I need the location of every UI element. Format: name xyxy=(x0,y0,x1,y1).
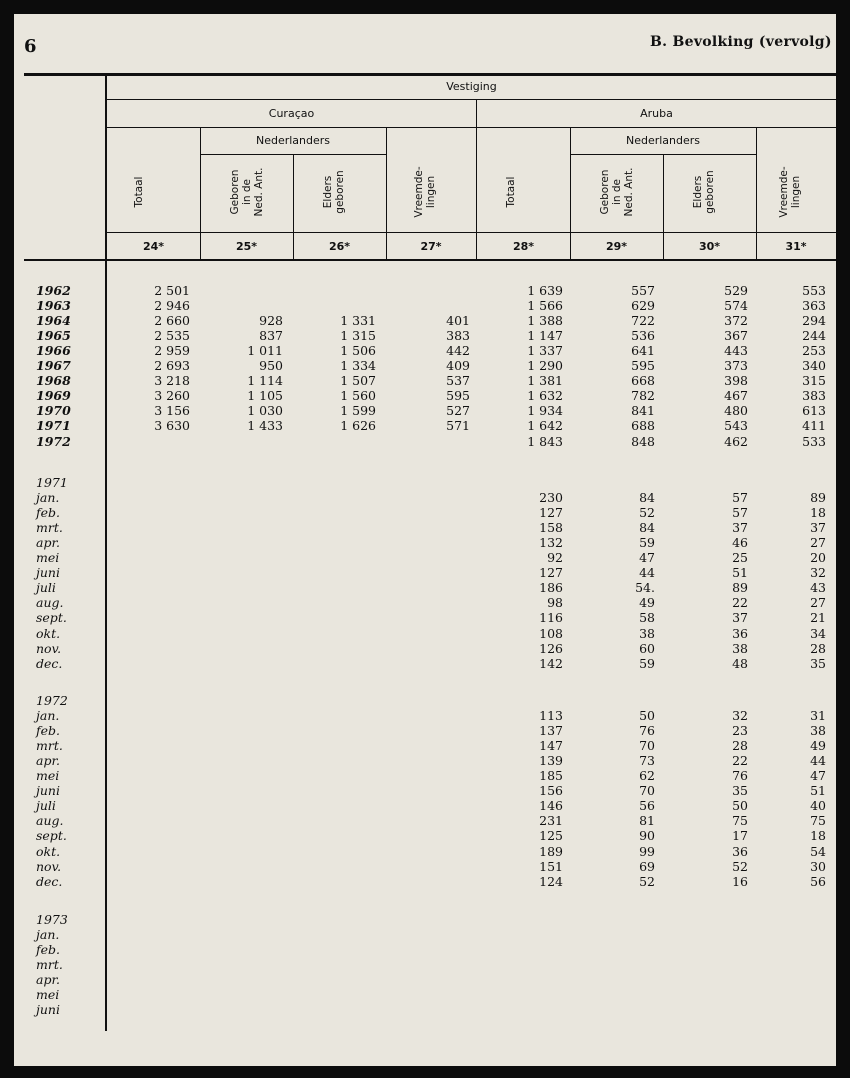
table-cell: 574 xyxy=(724,298,748,314)
table-cell: 36 xyxy=(732,625,748,641)
row-label: 1963 xyxy=(36,298,71,314)
table-cell: 950 xyxy=(259,358,283,374)
table-cell: 2 535 xyxy=(154,328,190,344)
table-cell: 641 xyxy=(631,343,655,359)
table-cell: 113 xyxy=(539,708,563,724)
vestiging-underline xyxy=(107,99,836,100)
table-cell: 47 xyxy=(639,550,655,566)
table-cell: 37 xyxy=(810,520,826,536)
table-cell: 536 xyxy=(631,328,655,344)
row-label: feb. xyxy=(36,723,60,739)
table-cell: 1 011 xyxy=(247,343,283,359)
col-geboren-aruba: Geboren in de Ned. Ant. xyxy=(599,167,635,217)
table-cell: 1 337 xyxy=(527,343,563,359)
table-cell: 125 xyxy=(539,828,563,844)
table-cell: 1 114 xyxy=(247,373,283,389)
row-label: mei xyxy=(36,550,60,566)
table-cell: 50 xyxy=(639,708,655,724)
table-cell: 108 xyxy=(539,625,563,641)
table-cell: 54. xyxy=(635,580,655,596)
table-cell: 18 xyxy=(810,828,826,844)
col-number: 30* xyxy=(698,240,721,253)
top-rule xyxy=(24,73,836,76)
table-cell: 22 xyxy=(732,595,748,611)
col-number: 25* xyxy=(235,240,258,253)
table-cell: 383 xyxy=(446,328,470,344)
col-number: 27* xyxy=(420,240,442,253)
table-cell: 60 xyxy=(639,640,655,656)
table-cell: 1 626 xyxy=(340,418,376,434)
row-label: 1972 xyxy=(36,693,68,708)
table-cell: 1 381 xyxy=(527,373,563,389)
table-cell: 480 xyxy=(724,403,748,419)
table-cell: 89 xyxy=(810,490,826,506)
table-cell: 1 105 xyxy=(247,388,283,404)
table-cell: 59 xyxy=(639,655,655,671)
table-cell: 147 xyxy=(539,738,563,754)
table-cell: 75 xyxy=(732,813,748,829)
table-cell: 116 xyxy=(539,610,563,626)
table-cell: 47 xyxy=(810,768,826,784)
table-cell: 23 xyxy=(732,723,748,739)
col-number: 24* xyxy=(142,240,165,253)
row-label: 1970 xyxy=(36,403,71,419)
table-cell: 38 xyxy=(639,625,655,641)
table-cell: 98 xyxy=(547,595,563,611)
table-cell: 30 xyxy=(810,858,826,874)
row-label: mrt. xyxy=(36,520,63,536)
table-cell: 70 xyxy=(639,783,655,799)
table-cell: 383 xyxy=(802,388,826,404)
col-number: 28* xyxy=(512,240,535,253)
table-cell: 92 xyxy=(547,550,563,566)
table-cell: 84 xyxy=(639,520,655,536)
col-geboren-curacao: Geboren in de Ned. Ant. xyxy=(229,167,265,217)
col-number: 31* xyxy=(785,240,807,253)
table-cell: 18 xyxy=(810,505,826,521)
table-cell: 25 xyxy=(732,550,748,566)
table-cell: 1 642 xyxy=(527,418,563,434)
table-cell: 84 xyxy=(639,490,655,506)
table-cell: 76 xyxy=(732,768,748,784)
row-label: feb. xyxy=(36,942,60,958)
table-cell: 2 660 xyxy=(154,313,190,329)
table-cell: 527 xyxy=(446,403,470,419)
table-cell: 1 843 xyxy=(527,433,563,449)
table-cell: 37 xyxy=(732,610,748,626)
table-cell: 529 xyxy=(724,283,748,298)
page-number: 6 xyxy=(24,36,37,57)
table-cell: 158 xyxy=(539,520,563,536)
row-label: juni xyxy=(36,565,60,581)
table-cell: 2 693 xyxy=(154,358,190,374)
table-cell: 462 xyxy=(724,433,748,449)
table-cell: 1 147 xyxy=(527,328,563,344)
row-label: 1972 xyxy=(36,433,71,449)
table-cell: 49 xyxy=(810,738,826,754)
table-cell: 70 xyxy=(639,738,655,754)
col-totaal-aruba: Totaal xyxy=(505,176,517,208)
table-cell: 69 xyxy=(639,858,655,874)
aruba-header: Aruba xyxy=(640,107,673,120)
col-number: 29* xyxy=(605,240,628,253)
table-cell: 782 xyxy=(631,388,655,404)
table-cell: 401 xyxy=(446,313,470,329)
stub-divider xyxy=(105,76,107,1031)
row-label: aug. xyxy=(36,813,64,829)
table-cell: 35 xyxy=(810,655,826,671)
nederlanders-header-curacao: Nederlanders xyxy=(255,134,331,147)
table-cell: 27 xyxy=(810,535,826,551)
table-cell: 54 xyxy=(810,843,826,859)
table-cell: 3 156 xyxy=(154,403,190,419)
table-cell: 837 xyxy=(259,328,283,344)
table-cell: 46 xyxy=(732,535,748,551)
table-cell: 1 934 xyxy=(527,403,563,419)
table-cell: 363 xyxy=(802,298,826,314)
row-label: 1968 xyxy=(36,373,71,389)
row-label: mei xyxy=(36,768,60,784)
table-cell: 127 xyxy=(539,565,563,581)
table-cell: 142 xyxy=(539,655,563,671)
header-bottom-rule xyxy=(24,259,836,261)
table-cell: 1 290 xyxy=(527,358,563,374)
table-cell: 58 xyxy=(639,610,655,626)
table-cell: 52 xyxy=(732,858,748,874)
row-label: mrt. xyxy=(36,738,63,754)
table-cell: 73 xyxy=(639,753,655,769)
row-label: apr. xyxy=(36,972,61,988)
table-cell: 57 xyxy=(732,490,748,506)
table-cell: 553 xyxy=(802,283,826,298)
table-cell: 533 xyxy=(802,433,826,449)
table-cell: 20 xyxy=(810,550,826,566)
col-number: 26* xyxy=(328,240,351,253)
table-cell: 156 xyxy=(539,783,563,799)
row-label: okt. xyxy=(36,843,61,859)
table-cell: 51 xyxy=(810,783,826,799)
row-label: juni xyxy=(36,1002,60,1018)
row-label: nov. xyxy=(36,640,62,656)
table-cell: 3 218 xyxy=(154,373,190,389)
curacao-header: Curaçao xyxy=(268,107,315,120)
table-cell: 52 xyxy=(639,873,655,889)
table-cell: 1 315 xyxy=(340,328,376,344)
row-label: 1964 xyxy=(36,313,71,329)
table-cell: 928 xyxy=(259,313,283,329)
table-cell: 443 xyxy=(724,343,748,359)
row-label: 1973 xyxy=(36,912,68,927)
table-cell: 17 xyxy=(732,828,748,844)
col-totaal-curacao: Totaal xyxy=(133,176,145,208)
table-cell: 16 xyxy=(732,873,748,889)
running-head: B. Bevolking (vervolg) xyxy=(650,34,832,50)
table-cell: 1 599 xyxy=(340,403,376,419)
table-cell: 21 xyxy=(810,610,826,626)
table-cell: 613 xyxy=(802,403,826,419)
table-cell: 127 xyxy=(539,505,563,521)
table-cell: 1 433 xyxy=(247,418,283,434)
row-label: nov. xyxy=(36,858,62,874)
table-cell: 2 959 xyxy=(154,343,190,359)
table-cell: 1 030 xyxy=(247,403,283,419)
table-cell: 595 xyxy=(446,388,470,404)
table-cell: 315 xyxy=(802,373,826,389)
row-label: feb. xyxy=(36,505,60,521)
table-cell: 37 xyxy=(732,520,748,536)
table-cell: 230 xyxy=(539,490,563,506)
row-label: okt. xyxy=(36,625,61,641)
table-cell: 595 xyxy=(631,358,655,374)
table-cell: 2 501 xyxy=(154,283,190,298)
curacao-aruba-divider xyxy=(476,100,477,260)
table-cell: 56 xyxy=(639,798,655,814)
table-cell: 43 xyxy=(810,580,826,596)
row-label: apr. xyxy=(36,753,61,769)
table-cell: 44 xyxy=(639,565,655,581)
table-cell: 1 334 xyxy=(340,358,376,374)
row-label: aug. xyxy=(36,595,64,611)
table-cell: 35 xyxy=(732,783,748,799)
table-cell: 52 xyxy=(639,505,655,521)
table-cell: 59 xyxy=(639,535,655,551)
table-cell: 38 xyxy=(732,640,748,656)
table-cell: 40 xyxy=(810,798,826,814)
table-cell: 50 xyxy=(732,798,748,814)
table-cell: 398 xyxy=(724,373,748,389)
table-cell: 537 xyxy=(446,373,470,389)
row-label: mei xyxy=(36,987,60,1003)
table-cell: 409 xyxy=(446,358,470,374)
row-label: mrt. xyxy=(36,957,63,973)
table-cell: 186 xyxy=(539,580,563,596)
table-cell: 340 xyxy=(802,358,826,374)
row-label: jan. xyxy=(36,490,60,506)
table-cell: 442 xyxy=(446,343,470,359)
table-cell: 3 630 xyxy=(154,418,190,434)
table-cell: 51 xyxy=(732,565,748,581)
table-cell: 841 xyxy=(631,403,655,419)
table-cell: 1 566 xyxy=(527,298,563,314)
col-vreemdelingen-aruba: Vreemde- lingen xyxy=(778,166,802,218)
table-cell: 81 xyxy=(639,813,655,829)
table-cell: 32 xyxy=(810,565,826,581)
table-cell: 688 xyxy=(631,418,655,434)
row-label: 1969 xyxy=(36,388,71,404)
table-cell: 722 xyxy=(631,313,655,329)
table-cell: 1 639 xyxy=(527,283,563,298)
table-cell: 1 560 xyxy=(340,388,376,404)
table-cell: 124 xyxy=(539,873,563,889)
table-cell: 411 xyxy=(802,418,826,434)
nederlanders-header-aruba: Nederlanders xyxy=(625,134,701,147)
table-cell: 31 xyxy=(810,708,826,724)
table-cell: 62 xyxy=(639,768,655,784)
row-label: juli xyxy=(36,580,56,596)
row-label: dec. xyxy=(36,873,63,889)
table-cell: 543 xyxy=(724,418,748,434)
row-label: juni xyxy=(36,783,60,799)
table-cell: 189 xyxy=(539,843,563,859)
row-label: 1966 xyxy=(36,343,71,359)
table-cell: 126 xyxy=(539,640,563,656)
table-cell: 3 260 xyxy=(154,388,190,404)
table-cell: 75 xyxy=(810,813,826,829)
table-cell: 373 xyxy=(724,358,748,374)
row-label: juli xyxy=(36,798,56,814)
table-cell: 22 xyxy=(732,753,748,769)
row-label: 1971 xyxy=(36,418,71,434)
table-cell: 467 xyxy=(724,388,748,404)
table-cell: 185 xyxy=(539,768,563,784)
table-cell: 372 xyxy=(724,313,748,329)
table-cell: 48 xyxy=(732,655,748,671)
table-cell: 629 xyxy=(631,298,655,314)
table-cell: 668 xyxy=(631,373,655,389)
vestiging-header: Vestiging xyxy=(446,80,497,93)
col-vreemdelingen-curacao: Vreemde- lingen xyxy=(413,166,437,218)
row-label: 1965 xyxy=(36,328,71,344)
row-label: jan. xyxy=(36,927,60,943)
table-cell: 38 xyxy=(810,723,826,739)
table-cell: 294 xyxy=(802,313,826,329)
table-cell: 848 xyxy=(631,433,655,449)
table-cell: 28 xyxy=(810,640,826,656)
country-underline xyxy=(107,127,836,128)
table-cell: 367 xyxy=(724,328,748,344)
table-cell: 76 xyxy=(639,723,655,739)
row-label: sept. xyxy=(36,610,67,626)
table-cell: 99 xyxy=(639,843,655,859)
table-cell: 1 331 xyxy=(340,313,376,329)
table-cell: 137 xyxy=(539,723,563,739)
table-cell: 2 946 xyxy=(154,298,190,314)
table-cell: 36 xyxy=(732,843,748,859)
table-cell: 151 xyxy=(539,858,563,874)
table-cell: 44 xyxy=(810,753,826,769)
row-label: 1967 xyxy=(36,358,71,374)
table-cell: 1 507 xyxy=(340,373,376,389)
table-cell: 231 xyxy=(539,813,563,829)
table-cell: 34 xyxy=(810,625,826,641)
table-cell: 28 xyxy=(732,738,748,754)
table-cell: 146 xyxy=(539,798,563,814)
table-cell: 90 xyxy=(639,828,655,844)
row-label: jan. xyxy=(36,708,60,724)
col-elders-aruba: Elders geboren xyxy=(692,170,716,214)
row-label: 1971 xyxy=(36,475,68,490)
table-cell: 1 506 xyxy=(340,343,376,359)
table-cell: 89 xyxy=(732,580,748,596)
table-cell: 1 388 xyxy=(527,313,563,329)
table-cell: 1 632 xyxy=(527,388,563,404)
row-label: dec. xyxy=(36,655,63,671)
table-cell: 132 xyxy=(539,535,563,551)
table-cell: 244 xyxy=(802,328,826,344)
table-cell: 49 xyxy=(639,595,655,611)
row-label: apr. xyxy=(36,535,61,551)
table-cell: 56 xyxy=(810,873,826,889)
table-cell: 557 xyxy=(631,283,655,298)
table-cell: 57 xyxy=(732,505,748,521)
row-label: sept. xyxy=(36,828,67,844)
row-label: 1962 xyxy=(36,283,71,298)
table-cell: 32 xyxy=(732,708,748,724)
col-elders-curacao: Elders geboren xyxy=(322,170,346,214)
table-cell: 571 xyxy=(446,418,470,434)
table-cell: 27 xyxy=(810,595,826,611)
table-cell: 253 xyxy=(802,343,826,359)
table-cell: 139 xyxy=(539,753,563,769)
